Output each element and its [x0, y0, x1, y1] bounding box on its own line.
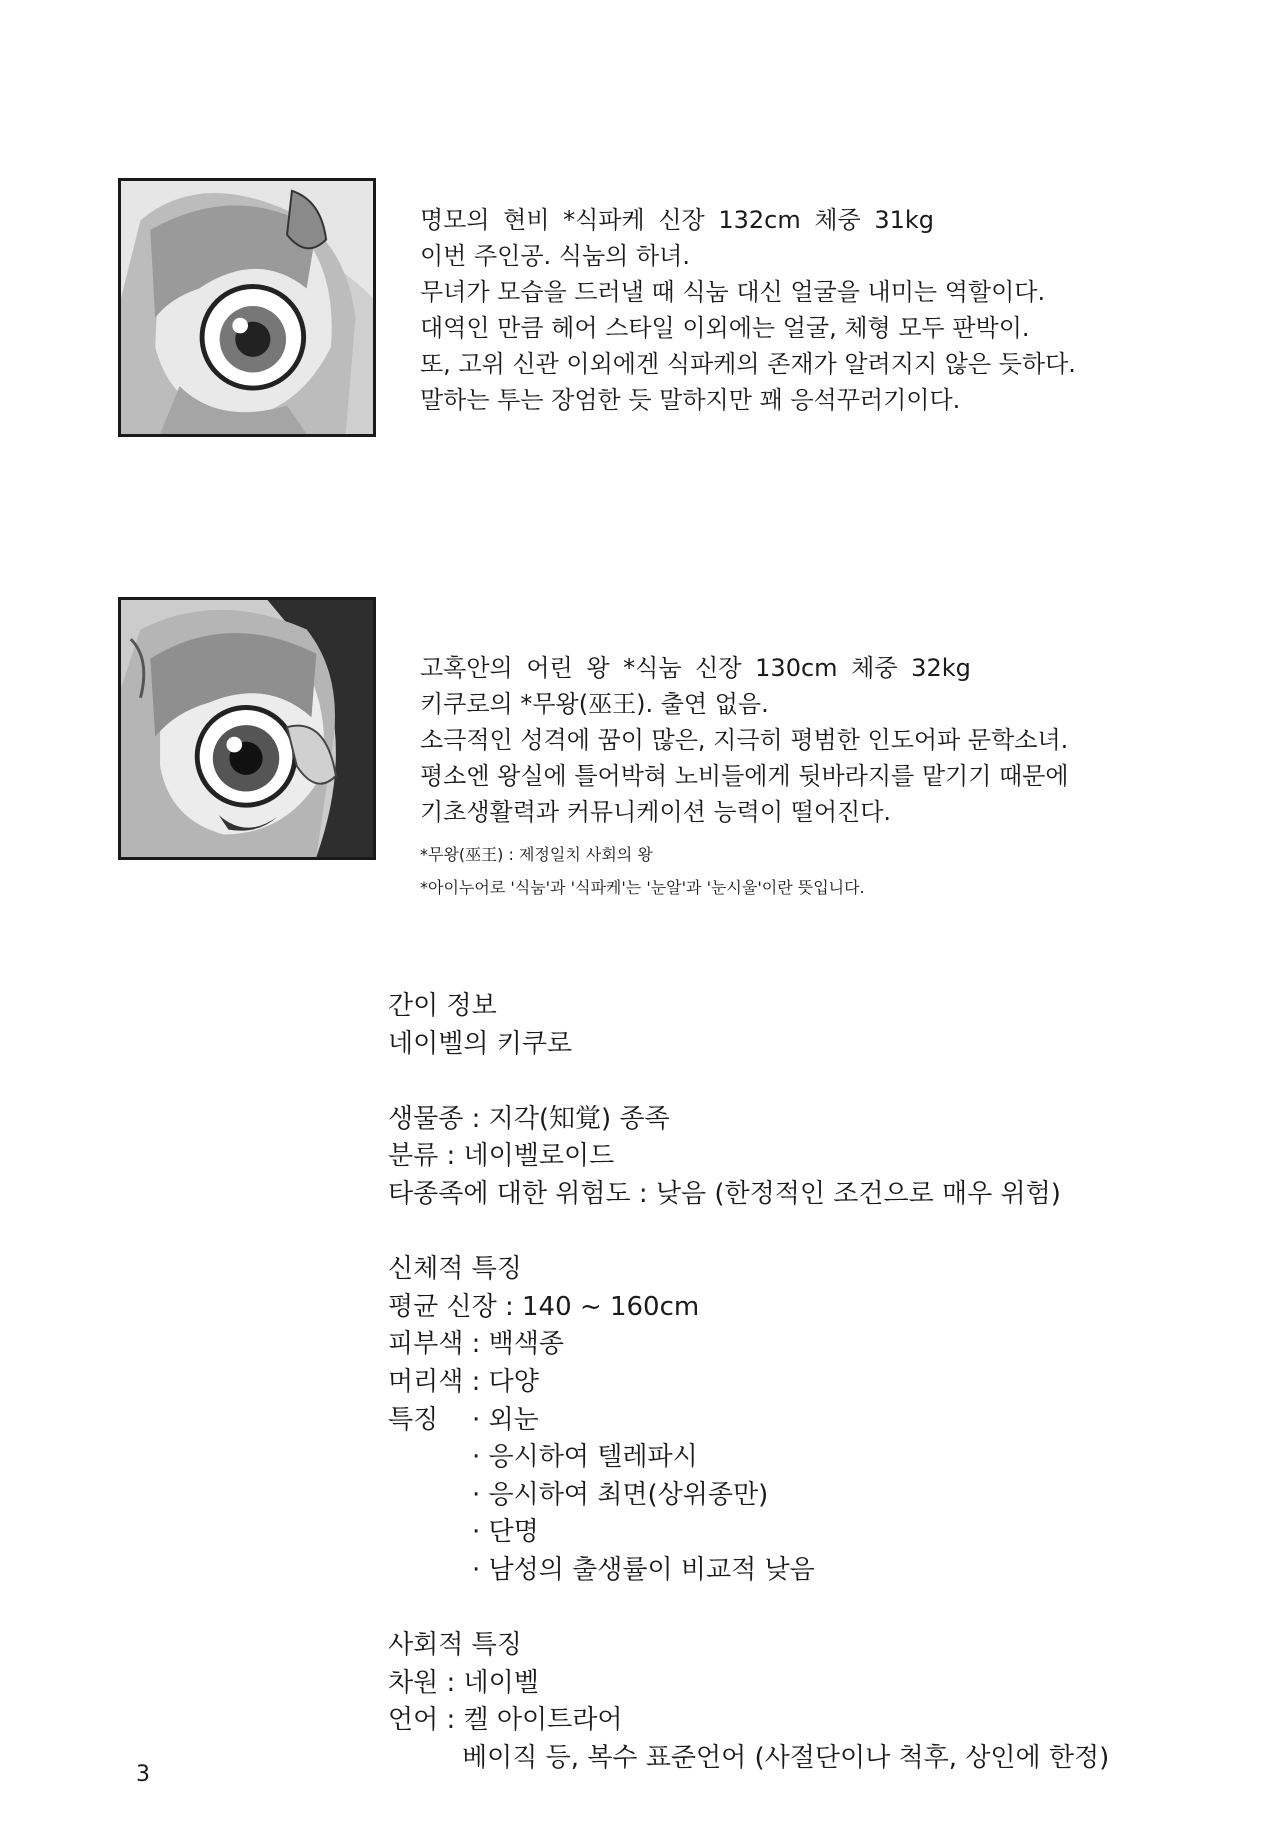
- profile-line: 평소엔 왕실에 틀어박혀 노비들에게 뒷바라지를 맡기기 때문에: [420, 762, 1069, 790]
- info-language: 언어 : 켈 아이트라어: [388, 1705, 623, 1736]
- trait-item: · 외눈: [472, 1404, 539, 1435]
- species-info: [388, 988, 1248, 1777]
- profile-line: 또, 고위 신관 이외에겐 식파케의 존재가 알려지지 않은 듯하다.: [420, 350, 1076, 378]
- info-language-cont: [388, 1740, 1248, 1778]
- info-danger: 타종족에 대한 위험도 : 낮음 (한정적인 조건으로 매우 위험): [388, 1178, 1061, 1209]
- profile-line: 키쿠로의 *무왕(巫王). 출연 없음.: [420, 690, 769, 718]
- trait-item: · 남성의 출생률이 비교적 낮음: [472, 1554, 815, 1585]
- physical-title: 신체적 특징: [388, 1254, 522, 1285]
- profile-sikpake: [420, 202, 1240, 418]
- info-height: 평균 신장 : 140 ~ 160cm: [388, 1291, 700, 1322]
- profile-line: 무녀가 모습을 드러낼 때 식눔 대신 얼굴을 내미는 역할이다.: [420, 278, 1046, 306]
- info-hair: 머리색 : 다양: [388, 1366, 539, 1397]
- trait-row: [388, 1552, 1248, 1590]
- character-portrait-sikpake: [118, 178, 376, 437]
- profile-line: 대역인 만큼 헤어 스타일 이외에는 얼굴, 체형 모두 판박이.: [420, 314, 1030, 342]
- character-portrait-siknum: [118, 597, 376, 860]
- profile-heading: 고혹안의 어린 왕 *식눔 신장 130cm 체중 32kg: [420, 654, 971, 682]
- info-subject: 네이벨의 키쿠로: [388, 1028, 573, 1059]
- page-number: 3: [136, 1762, 150, 1787]
- portrait-illustration-2: [121, 600, 373, 857]
- trait-row: [388, 1477, 1248, 1515]
- portrait-illustration-1: [121, 181, 373, 434]
- trait-row: [388, 1439, 1248, 1477]
- footnote: *무왕(巫王) : 제정일치 사회의 왕: [420, 845, 653, 864]
- trait-item: · 단명: [472, 1517, 539, 1548]
- info-skin: 피부색 : 백색종: [388, 1329, 564, 1360]
- profile-line: 이번 주인공. 식눔의 하녀.: [420, 242, 690, 270]
- info-title: 간이 정보: [388, 991, 497, 1021]
- info-dimension: 차원 : 네이벨: [388, 1667, 539, 1698]
- profile-line: 기초생활력과 커뮤니케이션 능력이 떨어진다.: [420, 798, 892, 826]
- profile-siknum: [420, 650, 1240, 830]
- language-continuation: 베이직 등, 복수 표준언어 (사절단이나 척후, 상인에 한정): [462, 1742, 1110, 1773]
- profile-line: 소극적인 성격에 꿈이 많은, 지극히 평범한 인도어파 문학소녀.: [420, 726, 1069, 754]
- traits-label: 특징: [388, 1404, 439, 1435]
- info-classification: 분류 : 네이벨로이드: [388, 1141, 615, 1172]
- trait-item: · 응시하여 텔레파시: [472, 1442, 698, 1473]
- footnotes: [420, 838, 865, 904]
- info-species: 생물종 : 지각(知覚) 종족: [388, 1103, 670, 1134]
- trait-item: · 응시하여 최면(상위종만): [472, 1479, 769, 1510]
- profile-heading: 명모의 현비 *식파케 신장 132cm 체중 31kg: [420, 206, 935, 234]
- social-title: 사회적 특징: [388, 1630, 522, 1661]
- profile-line: 말하는 투는 장엄한 듯 말하지만 꽤 응석꾸러기이다.: [420, 386, 961, 414]
- trait-row: [388, 1402, 1248, 1440]
- trait-row: [388, 1514, 1248, 1552]
- footnote: *아이누어로 '식눔'과 '식파케'는 '눈알'과 '눈시울'이란 뜻입니다.: [420, 878, 865, 897]
